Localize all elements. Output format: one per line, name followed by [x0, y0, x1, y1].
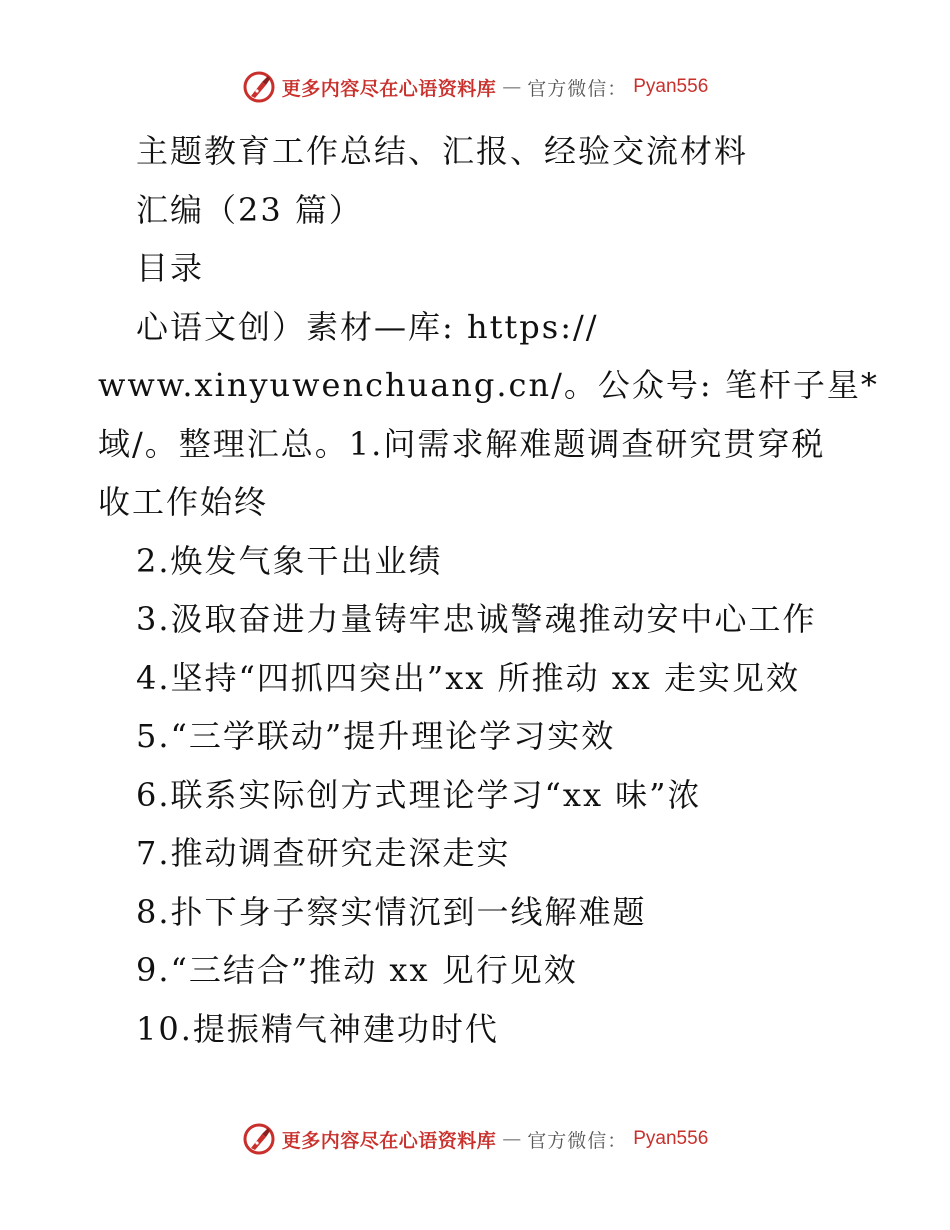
toc-item: 4.坚持“四抓四突出”xx 所推动 xx 走实见效 — [136, 658, 800, 697]
toc-item: 6.联系实际创方式理论学习“xx 味”浓 — [136, 775, 702, 814]
intro-line-1: 心语文创）素材—库: https:// — [136, 307, 599, 346]
toc-item: 3.汲取奋进力量铸牢忠诚警魂推动安中心工作 — [136, 600, 817, 638]
toc-heading: 目录 — [136, 249, 205, 287]
toc-item: 5.“三学联动”提升理论学习实效 — [136, 717, 616, 755]
document-title-line1: 主题教育工作总结、汇报、经验交流材料 — [136, 132, 749, 170]
watermark-footer — [0, 1122, 950, 1156]
watermark-wechat-id: Pyan556 — [633, 1128, 709, 1149]
intro-line-3: 域/。整理汇总。1.问需求解难题调查研究贯穿税 — [98, 424, 826, 463]
toc-item: 7.推动调查研究走深走实 — [136, 834, 511, 872]
watermark-header — [0, 70, 950, 104]
toc-item: 10.提振精气神建功时代 — [136, 1009, 499, 1048]
document-title-line2: 汇编（23 篇） — [136, 190, 363, 229]
watermark-official-label: 官方微信： — [527, 77, 628, 100]
watermark-dash: — — [502, 76, 522, 98]
pen-nib-circle-icon — [242, 70, 276, 104]
pen-nib-circle-icon — [242, 1122, 276, 1156]
watermark-dash: — — [502, 1128, 522, 1150]
intro-line-2: www.xinyuwenchuang.cn/。公众号: 笔杆子星* — [98, 366, 879, 404]
toc-item: 8.扑下身子察实情沉到一线解难题 — [136, 892, 647, 931]
watermark-wechat-id: Pyan556 — [633, 76, 709, 97]
intro-line-4: 收工作始终 — [98, 483, 269, 521]
toc-item: 9.“三结合”推动 xx 见行见效 — [136, 951, 578, 989]
watermark-official-label: 官方微信： — [527, 1129, 628, 1152]
watermark-text: 更多内容尽在心语资料库 — [281, 77, 497, 100]
document-body — [98, 122, 879, 1058]
toc-item: 2.焕发气象干出业绩 — [136, 541, 443, 580]
watermark-text: 更多内容尽在心语资料库 — [281, 1129, 497, 1152]
